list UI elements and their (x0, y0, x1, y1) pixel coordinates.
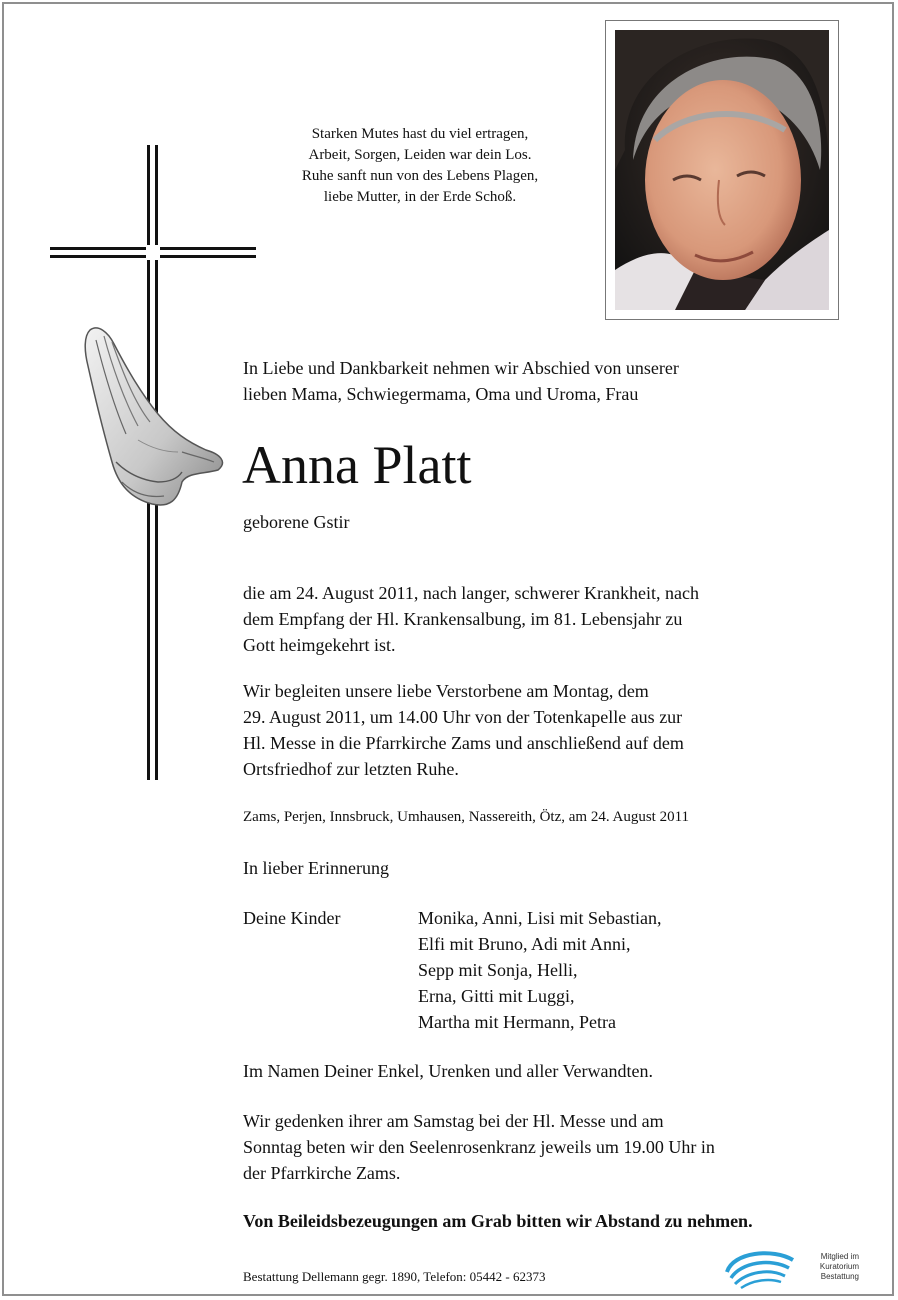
remembrance: In lieber Erinnerung (243, 858, 389, 878)
death-notice-line: dem Empfang der Hl. Krankensalbung, im 81. Lebensjahr zu (243, 609, 683, 629)
logo-text (807, 1252, 859, 1282)
logo-text-line: Kuratorium Bestattung (819, 1262, 859, 1281)
intro-text (243, 355, 833, 407)
condolence-note: Von Beileidsbezeugungen am Grab bitten wir Abstand zu nehmen. (243, 1211, 753, 1231)
grandchildren-line: Im Namen Deiner Enkel, Urenken und aller Verwandten. (243, 1061, 654, 1081)
children-line: Elfi mit Bruno, Adi mit Anni, (418, 934, 631, 954)
death-notice-line: Gott heimgekehrt ist. (243, 635, 396, 655)
masses-line: der Pfarrkirche Zams. (243, 1163, 401, 1183)
funeral-line: Ortsfriedhof zur letzten Ruhe. (243, 759, 459, 779)
masses-info (243, 1108, 843, 1186)
poem (240, 124, 600, 208)
children-list (418, 905, 662, 1035)
logo-text-line: Mitglied im (820, 1252, 859, 1261)
poem-line: liebe Mutter, in der Erde Schoß. (323, 189, 517, 205)
deceased-name: Anna Platt (242, 435, 472, 495)
places-date: Zams, Perjen, Innsbruck, Umhausen, Nassereith, Ötz, am 24. August 2011 (243, 809, 690, 825)
death-notice (243, 580, 843, 658)
intro-line: lieben Mama, Schwiegermama, Oma und Uroma, Frau (243, 384, 639, 404)
portrait-photo (615, 30, 829, 310)
children-line: Monika, Anni, Lisi mit Sebastian, (418, 908, 662, 928)
poem-line: Ruhe sanft nun von des Lebens Plagen, (301, 168, 539, 184)
children-label: Deine Kinder (243, 908, 341, 928)
birth-name: geborene Gstir (243, 512, 350, 532)
funeral-line: Wir begleiten unsere liebe Verstorbene am Montag, dem (243, 681, 649, 701)
funeral-line: 29. August 2011, um 14.00 Uhr von der Totenkapelle aus zur (243, 707, 683, 727)
children-line: Erna, Gitti mit Luggi, (418, 986, 575, 1006)
kuratorium-logo-icon (723, 1246, 863, 1290)
intro-line: In Liebe und Dankbarkeit nehmen wir Abschied von unserer (243, 358, 679, 378)
portrait-frame (605, 20, 839, 320)
masses-line: Sonntag beten wir den Seelenrosenkranz jeweils um 19.00 Uhr in (243, 1137, 715, 1157)
funeral-home-footer: Bestattung Dellemann gegr. 1890, Telefon: 05442 - 62373 (243, 1269, 546, 1284)
praying-hands-icon (78, 322, 228, 532)
funeral-info (243, 678, 843, 782)
children-line: Sepp mit Sonja, Helli, (418, 960, 578, 980)
children-line: Martha mit Hermann, Petra (418, 1012, 616, 1032)
poem-line: Arbeit, Sorgen, Leiden war dein Los. (308, 147, 532, 163)
poem-line: Starken Mutes hast du viel ertragen, (311, 126, 529, 142)
masses-line: Wir gedenken ihrer am Samstag bei der Hl. Messe und am (243, 1111, 664, 1131)
funeral-line: Hl. Messe in die Pfarrkirche Zams und anschließend auf dem (243, 733, 684, 753)
death-notice-line: die am 24. August 2011, nach langer, schwerer Krankheit, nach (243, 583, 699, 603)
